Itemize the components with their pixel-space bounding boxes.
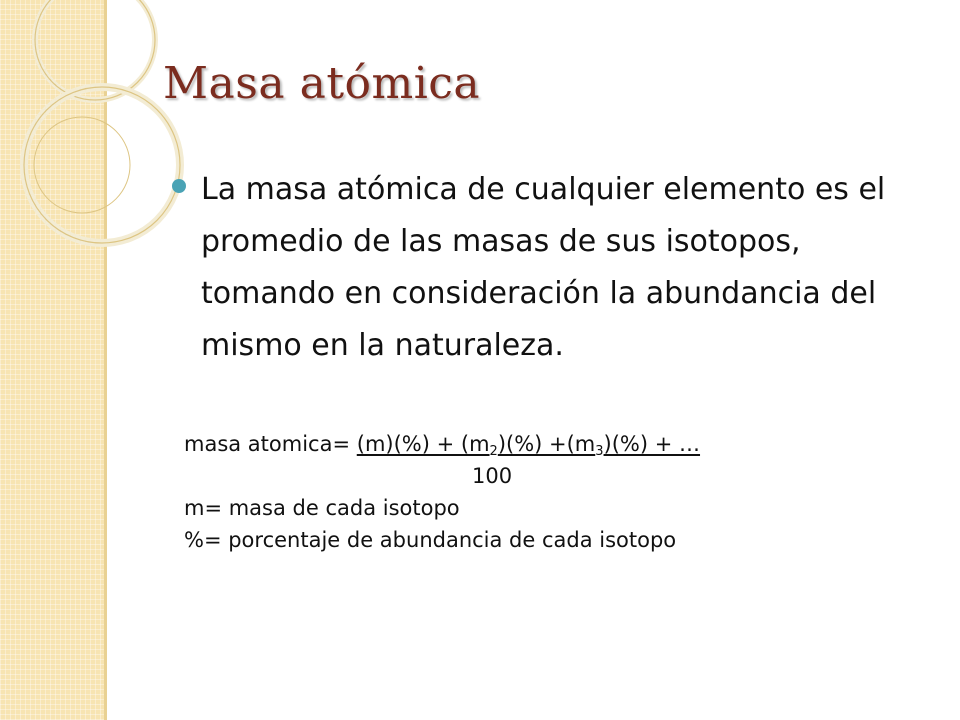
bullet-text: La masa atómica de cualquier elemento es el promedio de las masas de sus isotopos, tomando en consideración la abundancia del mismo en la naturaleza. xyxy=(201,172,886,363)
definition-m: m= masa de cada isotopo xyxy=(184,496,460,520)
decorative-circle-inner xyxy=(24,87,180,243)
formula-denominator: 100 xyxy=(472,464,513,488)
formula-lhs: masa atomica= xyxy=(184,432,357,456)
slide-title: Masa atómica xyxy=(163,58,481,109)
formula-numerator xyxy=(356,432,701,459)
bullet-dot-icon xyxy=(172,179,186,193)
formula-equation xyxy=(184,430,700,462)
formula-sub1: 2 xyxy=(489,444,498,459)
decorative-circle-small xyxy=(34,117,130,213)
formula-num-part2: )(%) +(m xyxy=(497,432,596,456)
formula-block xyxy=(184,430,700,558)
decorative-circles xyxy=(0,0,160,260)
formula-num-part1: (m)(%) + (m xyxy=(356,432,490,456)
bullet-item xyxy=(172,164,932,372)
definition-percent: %= porcentaje de abundancia de cada isotopo xyxy=(184,528,677,552)
formula-sub2: 3 xyxy=(595,444,604,459)
formula-num-part3: )(%) + … xyxy=(603,432,701,456)
